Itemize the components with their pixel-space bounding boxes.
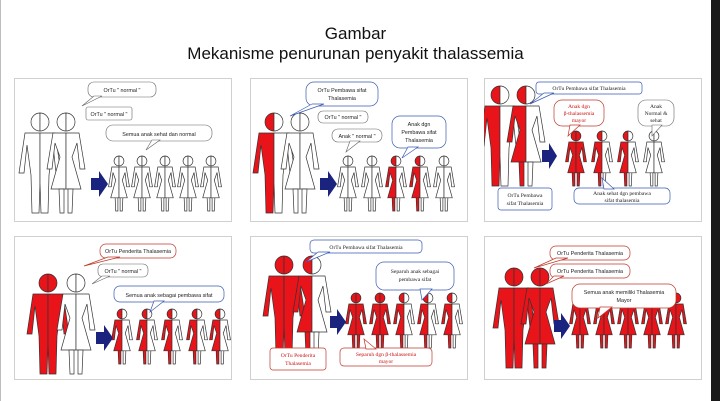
- right-scroll-edge: [711, 0, 720, 401]
- svg-text:β-thalassemia: β-thalassemia: [563, 111, 595, 117]
- svg-text:Normal &: Normal &: [644, 111, 668, 117]
- svg-text:sifat thalasemia: sifat thalasemia: [604, 198, 640, 204]
- svg-text:sehat: sehat: [650, 118, 662, 124]
- svg-text:Anak dgn: Anak dgn: [407, 122, 431, 128]
- panel-both-parents-affected: [484, 236, 702, 380]
- callout-carrier-parent-bottom: [498, 188, 552, 210]
- svg-text:OrTu " normal ": OrTu " normal ": [90, 112, 128, 118]
- svg-text:OrTu Penderita Thalasemia: OrTu Penderita Thalasemia: [105, 249, 171, 255]
- figure-title: Mekanisme penurunan penyakit thalassemia: [187, 44, 524, 63]
- svg-text:Separuh anak sebagai: Separuh anak sebagai: [390, 269, 440, 275]
- svg-text:Anak dgn: Anak dgn: [568, 104, 590, 110]
- svg-text:OrTu Pembawa: OrTu Pembawa: [507, 193, 543, 199]
- svg-text:mayor: mayor: [378, 359, 394, 365]
- svg-text:Anak: Anak: [649, 104, 663, 110]
- svg-text:pembawa sifat: pembawa sifat: [398, 277, 432, 283]
- svg-text:Separuh dgn β-thalassemia: Separuh dgn β-thalassemia: [355, 352, 417, 358]
- callout-ortu-normal-2: [86, 107, 132, 120]
- svg-text:Thalasemia: Thalasemia: [405, 138, 433, 144]
- svg-text:Semua anak memiliki Thalasemi: Semua anak memiliki Thalasemia: [583, 290, 665, 296]
- svg-text:Semua anak sebagai pembawa sif: Semua anak sebagai pembawa sifat: [125, 293, 213, 299]
- panel-affected-and-carrier-parent: [250, 236, 468, 380]
- panel-both-parents-carrier: [484, 78, 702, 222]
- svg-text:Thalasemia: Thalasemia: [328, 96, 356, 102]
- panel-one-parent-carrier: [250, 78, 468, 222]
- callout-affected-parent: [270, 348, 326, 370]
- svg-text:Thalasemia: Thalasemia: [285, 361, 311, 367]
- svg-text:sifat Thalasemia: sifat Thalasemia: [506, 201, 544, 207]
- svg-text:mayor: mayor: [571, 118, 587, 124]
- svg-text:OrTu " normal ": OrTu " normal ": [103, 88, 141, 94]
- svg-text:Anak " normal ": Anak " normal ": [338, 134, 376, 140]
- svg-text:OrTu " normal ": OrTu " normal ": [104, 269, 142, 275]
- svg-text:OrTu Penderita: OrTu Penderita: [280, 353, 316, 359]
- svg-text:OrTu Penderita Thalasemia: OrTu Penderita Thalasemia: [557, 269, 623, 275]
- callout-normal-parent: [318, 111, 368, 123]
- svg-text:Mayor: Mayor: [616, 298, 632, 304]
- svg-text:OrTu Penderita Thalasemia: OrTu Penderita Thalasemia: [557, 251, 623, 257]
- svg-text:Anak sehat dgn pembawa: Anak sehat dgn pembawa: [593, 191, 651, 197]
- figure-label: Gambar: [324, 24, 387, 43]
- svg-text:OrTu Pembawa sifat Thalasemia: OrTu Pembawa sifat Thalasemia: [552, 86, 626, 92]
- svg-text:Semua anak sehat dan normal: Semua anak sehat dan normal: [122, 132, 196, 138]
- svg-text:OrTu Pembawa sifat Thalasemia: OrTu Pembawa sifat Thalasemia: [329, 245, 403, 251]
- svg-text:OrTu Pembawa sifat: OrTu Pembawa sifat: [317, 88, 367, 94]
- svg-text:Pembawa sifat: Pembawa sifat: [401, 130, 437, 136]
- svg-text:OrTu " normal ": OrTu " normal ": [324, 115, 362, 121]
- panel-both-parents-normal: [14, 78, 232, 222]
- panel-affected-and-normal-parent: [14, 236, 232, 380]
